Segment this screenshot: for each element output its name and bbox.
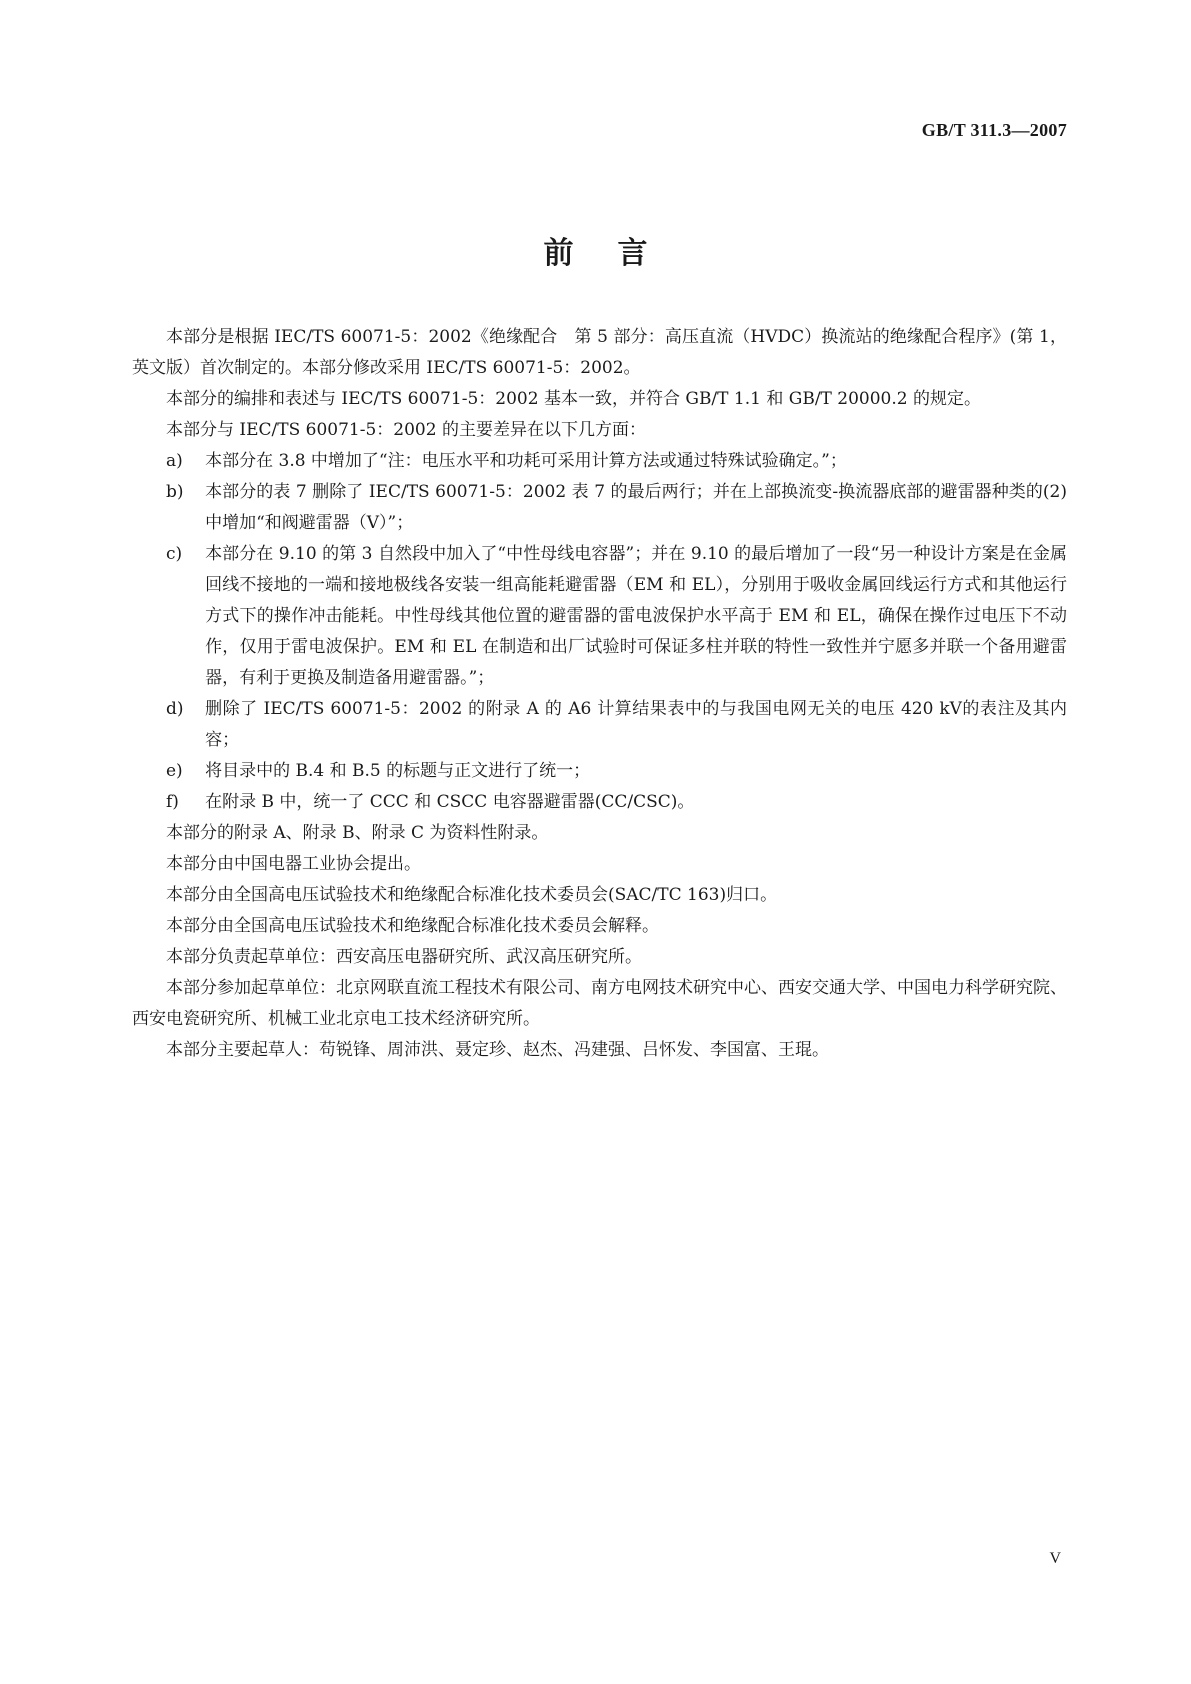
foreword-body <box>132 322 1067 1066</box>
paragraph: 本部分由全国高电压试验技术和绝缘配合标准化技术委员会解释。 <box>166 916 659 936</box>
list-marker: d) <box>166 699 184 719</box>
paragraph: 本部分主要起草人：苟锐锋、周沛洪、聂定珍、赵杰、冯建强、吕怀发、李国富、王琨。 <box>166 1040 829 1060</box>
list-text: 本部分的表 7 删除了 IEC/TS 60071-5：2002 表 7 的最后两行；并在上部换流变-换流器底部的避雷器种类的(2)中增加“和阀避雷器（V）”； <box>205 482 1067 533</box>
standard-code: GB/T 311.3—2007 <box>921 120 1067 140</box>
list-item <box>132 446 1067 477</box>
list-text: 本部分在 3.8 中增加了“注：电压水平和功耗可采用计算方法或通过特殊试验确定。”； <box>205 451 847 471</box>
list-text: 本部分在 9.10 的第 3 自然段中加入了“中性母线电容器”；并在 9.10 的最后增加了一段“另一种设计方案是在金属回线不接地的一端和接地极线各安装一组高能耗避雷器（EM 和 EL），分别用于吸收金属回线运行方式和其他运行方式下的操作冲击能耗。中性母线其他位置的避雷器的雷电波保护水平高于 EM 和 EL，确保在操作过电压下不动作，仅用于雷电波保护。EM 和 EL 在制造和出厂试验时可保证多柱并联的特性一致性并宁愿多并联一个备用避雷器，有利于更换及制造备用避雷器。”； <box>205 544 1067 688</box>
list-marker: f) <box>166 792 179 812</box>
list-text: 在附录 B 中，统一了 CCC 和 CSCC 电容器避雷器(CC/CSC)。 <box>205 792 695 812</box>
list-text: 将目录中的 B.4 和 B.5 的标题与正文进行了统一； <box>205 761 591 781</box>
page-number: V <box>1049 1550 1061 1567</box>
list-item <box>132 756 1067 787</box>
paragraph: 本部分的编排和表述与 IEC/TS 60071-5：2002 基本一致，并符合 GB/T 1.1 和 GB/T 20000.2 的规定。 <box>166 389 981 409</box>
paragraph: 本部分由中国电器工业协会提出。 <box>166 854 421 874</box>
list-marker: b) <box>166 482 184 502</box>
list-marker: e) <box>166 761 183 781</box>
paragraph: 本部分是根据 IEC/TS 60071-5：2002《绝缘配合 第 5 部分：高压直流（HVDC）换流站的绝缘配合程序》(第 1，英文版）首次制定的。本部分修改采用 IEC/TS 60071-5：2002。 <box>132 327 1067 378</box>
page-title: 前言 <box>543 236 692 271</box>
paragraph: 本部分与 IEC/TS 60071-5：2002 的主要差异在以下几方面： <box>166 420 646 440</box>
list-item <box>132 694 1067 756</box>
list-marker: c) <box>166 544 183 564</box>
paragraph: 本部分参加起草单位：北京网联直流工程技术有限公司、南方电网技术研究中心、西安交通大学、中国电力科学研究院、西安电瓷研究所、机械工业北京电工技术经济研究所。 <box>132 978 1067 1029</box>
list-item <box>132 477 1067 539</box>
list-item <box>132 539 1067 694</box>
list-marker: a) <box>166 451 183 471</box>
paragraph: 本部分由全国高电压试验技术和绝缘配合标准化技术委员会(SAC/TC 163)归口。 <box>166 885 778 905</box>
list-item <box>132 787 1067 818</box>
paragraph: 本部分负责起草单位：西安高压电器研究所、武汉高压研究所。 <box>166 947 642 967</box>
paragraph: 本部分的附录 A、附录 B、附录 C 为资料性附录。 <box>166 823 549 843</box>
differences-list <box>132 446 1067 818</box>
list-text: 删除了 IEC/TS 60071-5：2002 的附录 A 的 A6 计算结果表中的与我国电网无关的电压 420 kV的表注及其内容； <box>205 699 1067 750</box>
